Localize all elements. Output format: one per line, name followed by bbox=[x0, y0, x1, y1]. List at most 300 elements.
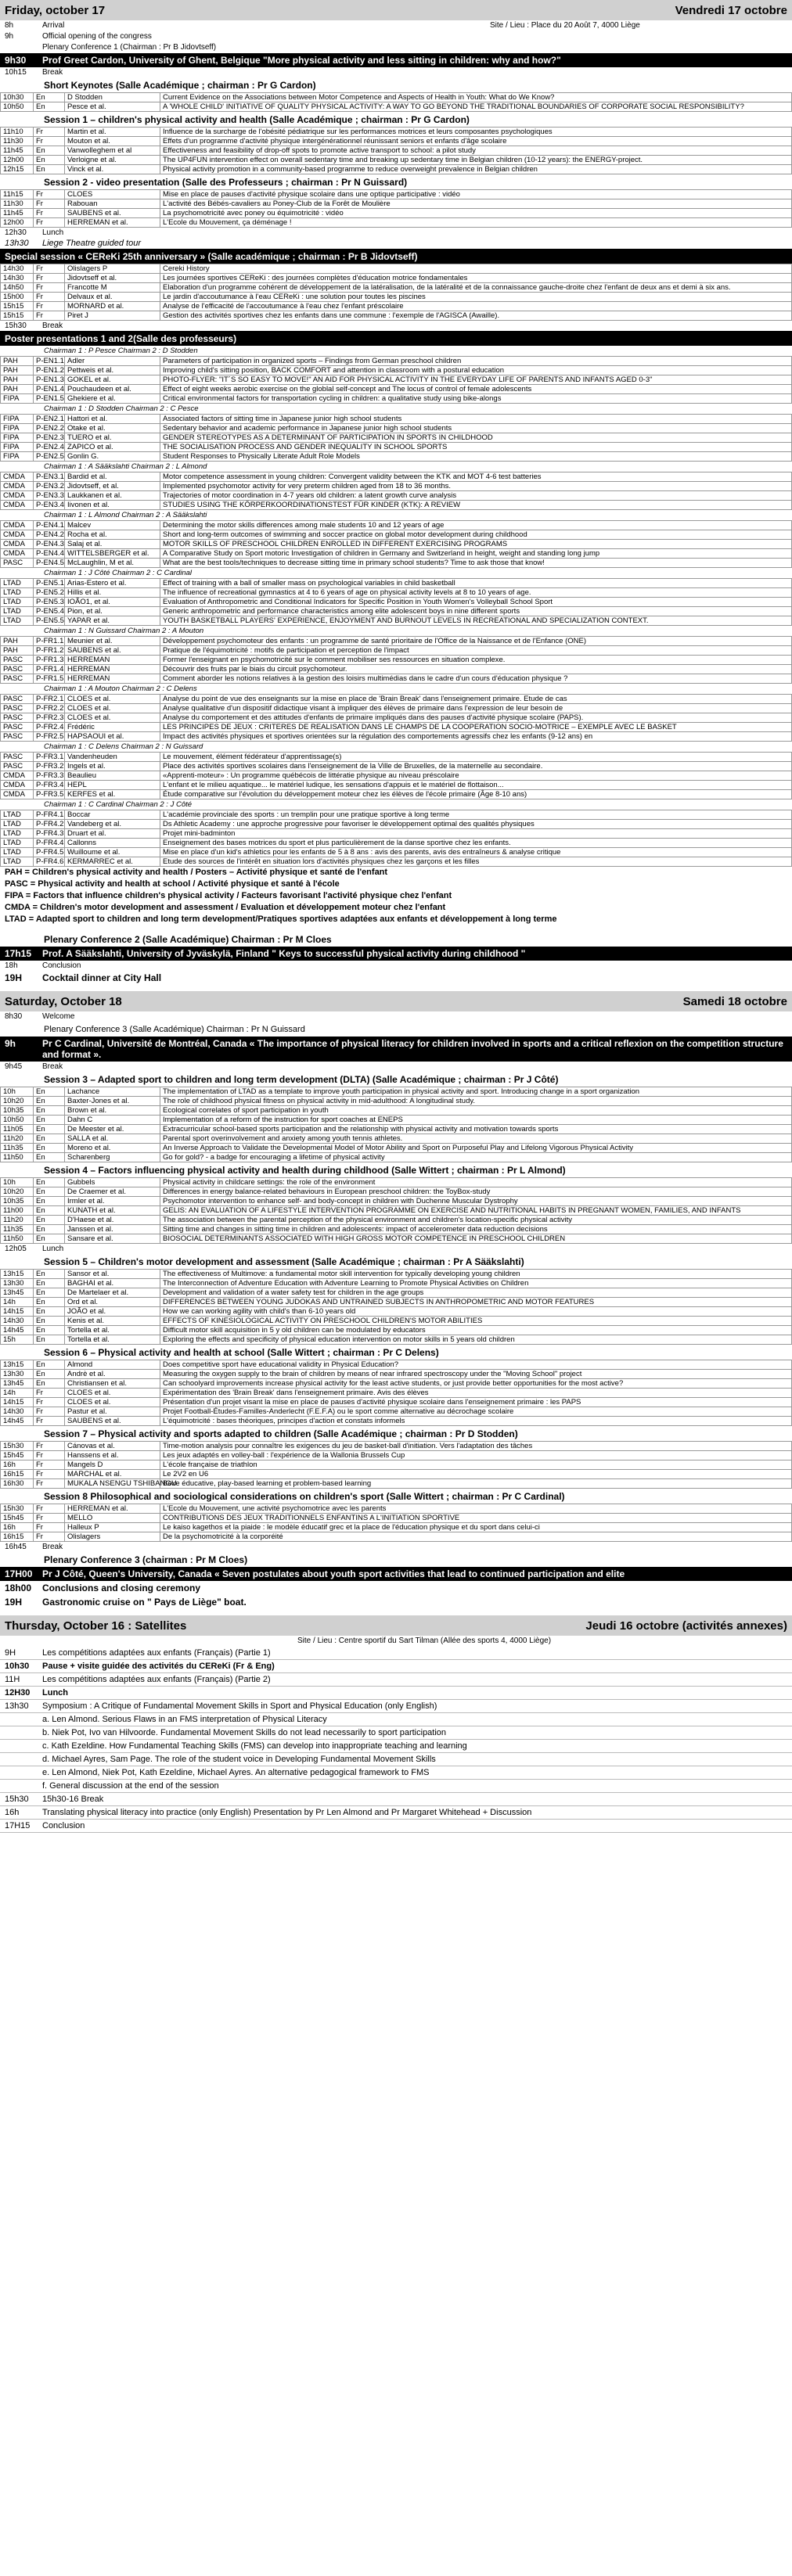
cell-title: Étude comparative sur l'évolution du développement moteur chez les élèves de l'école primaire (Âge 8-10 ans) bbox=[160, 790, 792, 799]
table-row bbox=[1, 452, 792, 462]
table-row bbox=[1, 559, 792, 568]
program-table bbox=[0, 752, 792, 799]
cell-title: Current Evidence on the Associations between Motor Competence and Aspects of Health in Youth: What do We Know? bbox=[160, 93, 792, 102]
day-header-friday bbox=[0, 0, 792, 20]
program-table bbox=[0, 92, 792, 112]
cell-title: «Apprenti-moteur» : Un programme québécois de littératie physique au niveau préscolaire bbox=[160, 771, 792, 781]
conclusion-label: Conclusion bbox=[42, 961, 81, 970]
cell-time: 15h00 bbox=[1, 293, 34, 302]
cell-title: Ecological correlates of sport participation in youth bbox=[160, 1106, 792, 1116]
session-title: Session 6 – Physical activity and health at school (Salle Wittert ; chairman : Pr C Delens) bbox=[44, 1347, 439, 1358]
table-row bbox=[1, 302, 792, 311]
cell-code: Fr bbox=[34, 1451, 65, 1460]
legend-line: FIPA = Factors that influence children's physical activity / Facteurs favorisant l'activité physique chez l'enfant bbox=[5, 891, 452, 900]
poster-chairs: Chairman 1 : D Stodden Chairman 2 : C Pesce bbox=[44, 404, 199, 413]
table-row bbox=[1, 723, 792, 732]
cell-title: Motor competence assessment in young children: Convergent validity between the KTK and MOT 4-6 test batteries bbox=[160, 472, 792, 482]
cell-author: Janssen et al. bbox=[65, 1225, 160, 1234]
time: 9h45 bbox=[5, 1062, 23, 1071]
table-row bbox=[1, 1206, 792, 1216]
cell-author: Frédéric bbox=[65, 723, 160, 732]
cell-time: 14h15 bbox=[1, 1398, 34, 1407]
cruise-row bbox=[0, 1595, 792, 1609]
cell-code: En bbox=[34, 1234, 65, 1244]
cell-code: P-FR1.4 bbox=[34, 665, 65, 674]
cell-time: 11h05 bbox=[1, 1125, 34, 1134]
cell-time: 13h45 bbox=[1, 1288, 34, 1298]
lunch-row bbox=[0, 1244, 792, 1254]
cell-code: Fr bbox=[34, 1417, 65, 1426]
cell-time: LTAD bbox=[1, 857, 34, 867]
table-row bbox=[1, 771, 792, 781]
conclusion-row bbox=[0, 961, 792, 971]
table-row bbox=[1, 311, 792, 321]
cell-time: CMDA bbox=[1, 521, 34, 530]
cell-title: De la psychomotricité à la corporéité bbox=[160, 1532, 792, 1542]
cell-time: 11h35 bbox=[1, 1225, 34, 1234]
cell-author: Moreno et al. bbox=[65, 1144, 160, 1153]
cell-title: Mise en place d'un kid's athletics pour les enfants de 5 à 8 ans : avis des parents, avis des entraîneurs & analyse critique bbox=[160, 848, 792, 857]
cell-title: A 'WHOLE CHILD' INITIATIVE OF QUALITY PHYSICAL ACTIVITY: A WAY TO GO BEYOND THE TRADITIONAL BOUNDARIES OF CORPORATE SOCIAL RESPONSIBILITY? bbox=[160, 102, 792, 112]
cell-code: En bbox=[34, 146, 65, 156]
cell-title: Comment aborder les notions relatives à la gestion des loisirs multimédias dans le cadre d'un cours d'éducation physique ? bbox=[160, 674, 792, 684]
cell-time: PAH bbox=[1, 385, 34, 394]
cell-code: En bbox=[34, 1335, 65, 1345]
cell-code: En bbox=[34, 1326, 65, 1335]
cell-time: PASC bbox=[1, 559, 34, 568]
poster-chairs: Chairman 1 : A Mouton Chairman 2 : C Delens bbox=[44, 684, 197, 693]
cell-author: Beaulieu bbox=[65, 771, 160, 781]
cell-author: Salaj et al. bbox=[65, 540, 160, 549]
cell-title: Boxe éducative, play-based learning et problem-based learning bbox=[160, 1479, 792, 1489]
session-title: Session 3 – Adapted sport to children and long term development (DLTA) (Salle Académique ; chairman : Pr J Côté) bbox=[44, 1074, 559, 1085]
site-text: Site / Lieu : Place du 20 Août 7, 4000 Liège bbox=[490, 21, 640, 30]
cell-author: Meunier et al. bbox=[65, 637, 160, 646]
thursday-items bbox=[0, 1647, 792, 1833]
item-text: Les compétitions adaptées aux enfants (Français) (Partie 2) bbox=[42, 1675, 271, 1684]
day-title-en: Thursday, October 16 : Satellites bbox=[5, 1619, 187, 1633]
cell-time: 15h45 bbox=[1, 1451, 34, 1460]
table-row bbox=[1, 433, 792, 443]
item-text: e. Len Almond, Niek Pot, Kath Ezeldine, Michael Ayres. An alternative pedagogical framework to FMS bbox=[42, 1768, 430, 1777]
day-title-fr: Vendredi 17 octobre bbox=[675, 3, 787, 17]
cell-code: Fr bbox=[34, 1460, 65, 1470]
item-text: Lunch bbox=[42, 1688, 68, 1698]
cell-author: Baxter-Jones et al. bbox=[65, 1097, 160, 1106]
cell-title: Analyse du comportement et des attitudes d'enfants de primaire impliqués dans des pauses d'activité physique scolaire (PAPS). bbox=[160, 713, 792, 723]
cell-author: SAUBENS et al. bbox=[65, 646, 160, 656]
table-row bbox=[1, 394, 792, 404]
cell-author: Wuilloume et al. bbox=[65, 848, 160, 857]
cell-title: Determining the motor skills differences among male students 10 and 12 years of age bbox=[160, 521, 792, 530]
table-row bbox=[1, 588, 792, 598]
cell-time: 10h30 bbox=[1, 93, 34, 102]
cell-title: Gestion des activités sportives chez les enfants dans une commune : l'exemple de l'AGISCA (Awaille). bbox=[160, 311, 792, 321]
cell-title: Evaluation of Anthropometric and Conditional Indicators for Specific Position in Youth Women's Volleyball School Sport bbox=[160, 598, 792, 607]
plenary-4-label: Plenary Conference 3 (chairman : Pr M Cloes) bbox=[44, 1554, 248, 1565]
session-title: Session 4 – Factors influencing physical activity and health during childhood (Salle Wittert ; chairman : Pr L Almond) bbox=[44, 1165, 566, 1176]
cell-title: Measuring the oxygen supply to the brain of children by means of near infrared spectroscopy under the "Moving School" project bbox=[160, 1370, 792, 1379]
cell-author: Christiansen et al. bbox=[65, 1379, 160, 1389]
cell-code: P-FR2.3 bbox=[34, 713, 65, 723]
cell-author: KERFES et al. bbox=[65, 790, 160, 799]
table-row bbox=[1, 695, 792, 704]
time: 19H bbox=[5, 972, 23, 983]
program-table bbox=[0, 189, 792, 228]
cell-author: Callonns bbox=[65, 839, 160, 848]
time: 9h bbox=[5, 32, 14, 41]
break-label: Break bbox=[42, 1543, 63, 1551]
program-table bbox=[0, 264, 792, 321]
cell-author: SAUBENS et al. bbox=[65, 209, 160, 218]
cell-author: Tortella et al. bbox=[65, 1326, 160, 1335]
table-row bbox=[1, 1097, 792, 1106]
cell-time: CMDA bbox=[1, 540, 34, 549]
cell-time: LTAD bbox=[1, 616, 34, 626]
cell-title: Generic anthropometric and performance characteristics among elite adolescent boys in nine different sports bbox=[160, 607, 792, 616]
table-row bbox=[1, 616, 792, 626]
cruise-label: Gastronomic cruise on " Pays de Liège" boat. bbox=[42, 1597, 247, 1608]
cell-title: Student Responses to Physically Literate Adult Role Models bbox=[160, 452, 792, 462]
cell-code: En bbox=[34, 1144, 65, 1153]
cell-author: SAUBENS et al. bbox=[65, 1417, 160, 1426]
table-row bbox=[1, 1087, 792, 1097]
break-row bbox=[0, 1542, 792, 1552]
time: 9h30 bbox=[5, 55, 27, 66]
cell-title: Effect of training with a ball of smaller mass on psychological variables in child basketball bbox=[160, 579, 792, 588]
cell-time: CMDA bbox=[1, 501, 34, 510]
cell-code: En bbox=[34, 1116, 65, 1125]
table-row bbox=[1, 424, 792, 433]
cell-title: Impact des activités physiques et sportives orientées sur la régulation des comportements agressifs chez les enfants (9-12 ans) en bbox=[160, 732, 792, 742]
poster-chairs: Chairman 1 : C Cardinal Chairman 2 : J Côté bbox=[44, 800, 193, 809]
cell-author: Rabouan bbox=[65, 199, 160, 209]
cell-time: 10h50 bbox=[1, 1116, 34, 1125]
cell-author: De Martelaer et al. bbox=[65, 1288, 160, 1298]
table-row bbox=[1, 781, 792, 790]
session-2-block bbox=[0, 174, 792, 228]
item-text: Translating physical literacy into practice (only English) Presentation by Pr Len Almond and Pr Margaret Whitehead + Discussion bbox=[42, 1808, 532, 1817]
cell-author: MELLO bbox=[65, 1514, 160, 1523]
site-text bbox=[490, 32, 787, 41]
cell-time: 11h00 bbox=[1, 1206, 34, 1216]
cell-time: CMDA bbox=[1, 771, 34, 781]
table-row bbox=[1, 848, 792, 857]
cell-time: LTAD bbox=[1, 579, 34, 588]
cell-time: CMDA bbox=[1, 482, 34, 491]
table-row bbox=[1, 540, 792, 549]
cell-title: PHOTO-FLYER: "IT´S SO EASY TO MOVE!" AN AID FOR PHYSICAL ACTIVITY IN THE EVERYDAY LIFE OF PARENTS AND INFANTS AGED 0-3" bbox=[160, 375, 792, 385]
cell-code: Fr bbox=[34, 1398, 65, 1407]
cell-time: 14h45 bbox=[1, 1417, 34, 1426]
cell-time: 10h35 bbox=[1, 1197, 34, 1206]
cell-code: P-FR1.3 bbox=[34, 656, 65, 665]
cell-title: Découvrir des fruits par le biais du circuit psychomoteur. bbox=[160, 665, 792, 674]
thursday-item bbox=[0, 1700, 792, 1713]
thursday-item bbox=[0, 1647, 792, 1660]
cell-title: Physical activity in childcare settings: the role of the environment bbox=[160, 1178, 792, 1187]
cell-time: LTAD bbox=[1, 588, 34, 598]
table-row bbox=[1, 218, 792, 228]
cell-author: Lachance bbox=[65, 1087, 160, 1097]
cell-title: A Comparative Study on Sport motoric Investigation of children in Germany and Switzerland in height, weight and standing long jump bbox=[160, 549, 792, 559]
time: 13h30 bbox=[5, 239, 29, 248]
poster-chairs: Chairman 1 : N Guissard Chairman 2 : A Mouton bbox=[44, 627, 204, 635]
table-row bbox=[1, 190, 792, 199]
plenary-3-label: Plenary Conference 3 (Salle Académique) Chairman : Pr N Guissard bbox=[44, 1025, 305, 1034]
cell-title: L'enfant et le milieu aquatique... le matériel ludique, les sensations d'appuis et le matériel de flottaison... bbox=[160, 781, 792, 790]
cell-time: 15h30 bbox=[1, 1442, 34, 1451]
cocktail-row bbox=[0, 971, 792, 985]
cell-title: LES PRINCIPES DE JEUX : CRITERES DE REALISATION DANS LE CHAMPS DE LA COOPERATION SOCIO-MOTRICE – EXEMPLE AVEC LE BASKET bbox=[160, 723, 792, 732]
session-6-block bbox=[0, 1345, 792, 1426]
time bbox=[5, 1767, 42, 1778]
short-keynotes-block bbox=[0, 77, 792, 112]
table-row bbox=[1, 1370, 792, 1379]
cell-code: En bbox=[34, 1307, 65, 1317]
cell-code: En bbox=[34, 1106, 65, 1116]
table-row bbox=[1, 1398, 792, 1407]
table-row bbox=[1, 165, 792, 174]
cell-title: L'académie provinciale des sports : un tremplin pour une pratique sportive à long terme bbox=[160, 810, 792, 820]
lunch-row bbox=[0, 228, 792, 238]
cell-code: Fr bbox=[34, 1479, 65, 1489]
cell-code: P-FR3.2 bbox=[34, 762, 65, 771]
item-text: Pause + visite guidée des activités du CEReKi (Fr & Eng) bbox=[42, 1662, 275, 1671]
cell-author: Vinck et al. bbox=[65, 165, 160, 174]
thursday-item bbox=[0, 1687, 792, 1700]
cell-title: Place des activités sportives scolaires dans l'enseignement de la Ville de Bruxelles, de la maternelle au secondaire. bbox=[160, 762, 792, 771]
day-header-thursday bbox=[0, 1615, 792, 1636]
cell-code: P-FR2.4 bbox=[34, 723, 65, 732]
time bbox=[5, 1754, 42, 1765]
cell-time: 12h15 bbox=[1, 165, 34, 174]
welcome-row bbox=[0, 1011, 792, 1022]
table-row bbox=[1, 530, 792, 540]
cell-title: Mise en place de pauses d'activité physique scolaire dans une optique participative : vidéo bbox=[160, 190, 792, 199]
break-row bbox=[0, 321, 792, 331]
table-row bbox=[1, 1451, 792, 1460]
cell-title: The association between the parental perception of the physical environment and children's location-specific physical activity bbox=[160, 1216, 792, 1225]
cell-author: CLOES bbox=[65, 190, 160, 199]
meta-text: Official opening of the congress bbox=[42, 32, 152, 41]
cell-title: The Interconnection of Adventure Education with Adventure Learning to Promote Physical Activities on Children bbox=[160, 1279, 792, 1288]
cell-time: 14h45 bbox=[1, 1326, 34, 1335]
cell-code: En bbox=[34, 1225, 65, 1234]
guided-tour-row bbox=[0, 238, 792, 249]
plenary-title: Prof Greet Cardon, University of Ghent, Belgique "More physical activity and less sitting in children: why and how?" bbox=[42, 55, 561, 66]
cell-time: PAH bbox=[1, 357, 34, 366]
cell-code: P-EN2.4 bbox=[34, 443, 65, 452]
cell-author: MUKALA NSENGU TSHIBANGU bbox=[65, 1479, 160, 1489]
cell-time: LTAD bbox=[1, 839, 34, 848]
friday-meta bbox=[0, 20, 792, 53]
cell-time: 10h bbox=[1, 1087, 34, 1097]
cell-author: Pettweis et al. bbox=[65, 366, 160, 375]
session-1-block bbox=[0, 112, 792, 174]
cell-author: Andrè et al. bbox=[65, 1370, 160, 1379]
cell-code: Fr bbox=[34, 1514, 65, 1523]
table-row bbox=[1, 820, 792, 829]
cell-title: Former l'enseignant en psychomotricité sur le comment mobiliser ses ressources en situation complexe. bbox=[160, 656, 792, 665]
cell-title: Can schoolyard improvements increase physical activity for the least active students, or just provide better opportunities for the most active? bbox=[160, 1379, 792, 1389]
cell-author: Vandenheuden bbox=[65, 753, 160, 762]
item-text: d. Michael Ayres, Sam Page. The role of the student voice in Developing Fundamental Movement Skills bbox=[42, 1755, 436, 1764]
cell-title: Physical activity promotion in a community-based programme to reduce overweight prevalence in Belgian children bbox=[160, 165, 792, 174]
time: 12h05 bbox=[5, 1245, 27, 1253]
cell-author: Jidovtseff et al. bbox=[65, 274, 160, 283]
cell-title: Enseignement des bases motrices du sport et plus particulièrement de la danse sportive chez les enfants. bbox=[160, 839, 792, 848]
table-row bbox=[1, 1197, 792, 1206]
table-row bbox=[1, 665, 792, 674]
session-title: Session 1 – children's physical activity and health (Salle Académique ; chairman : Pr G Cardon) bbox=[44, 114, 470, 125]
time: 10h30 bbox=[5, 1662, 30, 1671]
item-text: Symposium : A Critique of Fundamental Movement Skills in Sport and Physical Education (only English) bbox=[42, 1701, 437, 1711]
program-table bbox=[0, 1441, 792, 1489]
cell-author: Mouton et al. bbox=[65, 137, 160, 146]
cell-title: Pratique de l'équimotricité : motifs de participation et perception de l'impact bbox=[160, 646, 792, 656]
cell-time: PASC bbox=[1, 713, 34, 723]
table-row bbox=[1, 1335, 792, 1345]
cell-author: Iivonen et al. bbox=[65, 501, 160, 510]
guided-tour-label: Liege Theatre guided tour bbox=[42, 239, 141, 248]
table-row bbox=[1, 128, 792, 137]
program-table bbox=[0, 1087, 792, 1162]
cell-time: 11h10 bbox=[1, 128, 34, 137]
cell-title: Does competitive sport have educational validity in Physical Education? bbox=[160, 1360, 792, 1370]
program-table bbox=[0, 1269, 792, 1345]
cell-time: 13h15 bbox=[1, 1360, 34, 1370]
plenary-1 bbox=[0, 53, 792, 67]
table-row bbox=[1, 93, 792, 102]
cell-code: Fr bbox=[34, 1532, 65, 1542]
table-row bbox=[1, 1417, 792, 1426]
cell-title: Improving child's sitting position, BACK COMFORT and attention in classroom with a postural education bbox=[160, 366, 792, 375]
cell-author: CLOES et al. bbox=[65, 713, 160, 723]
cell-title: Implemented psychomotor activity for very preterm children aged from 18 to 36 months. bbox=[160, 482, 792, 491]
table-row bbox=[1, 366, 792, 375]
cell-author: Martin et al. bbox=[65, 128, 160, 137]
table-row bbox=[1, 1360, 792, 1370]
cell-code: P-EN4.4 bbox=[34, 549, 65, 559]
table-row bbox=[1, 713, 792, 723]
cell-author: KUNATH et al. bbox=[65, 1206, 160, 1216]
table-row bbox=[1, 790, 792, 799]
cell-time: PASC bbox=[1, 723, 34, 732]
cell-author: Olislagers P bbox=[65, 264, 160, 274]
meta-text: Plenary Conference 1 (Chairman : Pr B Jidovtseff) bbox=[42, 43, 217, 52]
time: 10h15 bbox=[5, 68, 27, 77]
cell-author: HAPSAOUI et al. bbox=[65, 732, 160, 742]
cell-author: HERREMAN bbox=[65, 656, 160, 665]
meta-row bbox=[0, 42, 792, 53]
table-row bbox=[1, 704, 792, 713]
cell-time: LTAD bbox=[1, 820, 34, 829]
cell-code: Fr bbox=[34, 1442, 65, 1451]
item-text: Les compétitions adaptées aux enfants (Français) (Partie 1) bbox=[42, 1648, 271, 1658]
table-row bbox=[1, 1407, 792, 1417]
table-row bbox=[1, 1298, 792, 1307]
cell-time: PASC bbox=[1, 656, 34, 665]
cell-time: 11h30 bbox=[1, 199, 34, 209]
cell-code: P-FR1.2 bbox=[34, 646, 65, 656]
posters-title: Poster presentations 1 and 2(Salle des professeurs) bbox=[0, 331, 792, 346]
cell-time: 13h30 bbox=[1, 1279, 34, 1288]
cell-time: 13h15 bbox=[1, 1270, 34, 1279]
table-row bbox=[1, 857, 792, 867]
cell-author: KERMARREC et al. bbox=[65, 857, 160, 867]
table-row bbox=[1, 579, 792, 588]
cell-code: Fr bbox=[34, 283, 65, 293]
thursday-item bbox=[0, 1753, 792, 1766]
cell-code: P-EN3.3 bbox=[34, 491, 65, 501]
cell-time: 11h45 bbox=[1, 209, 34, 218]
cell-title: Exploring the effects and specificity of physical education intervention on motor skills in 5 years old children bbox=[160, 1335, 792, 1345]
table-row bbox=[1, 102, 792, 112]
table-row bbox=[1, 1514, 792, 1523]
thursday-item bbox=[0, 1780, 792, 1793]
cell-time: 14h30 bbox=[1, 1317, 34, 1326]
table-row bbox=[1, 656, 792, 665]
table-row bbox=[1, 472, 792, 482]
cell-author: Pion, et al. bbox=[65, 607, 160, 616]
table-row bbox=[1, 209, 792, 218]
plenary-3 bbox=[0, 1037, 792, 1062]
table-row bbox=[1, 829, 792, 839]
cell-time: FIPA bbox=[1, 394, 34, 404]
cell-title: Trajectories of motor coordination in 4-7 years old children: a latent growth curve analysis bbox=[160, 491, 792, 501]
cell-code: En bbox=[34, 1187, 65, 1197]
cell-author: BAGHAI et al. bbox=[65, 1279, 160, 1288]
cell-author: Adler bbox=[65, 357, 160, 366]
cell-title: L'Ecole du Mouvement, ça déménage ! bbox=[160, 218, 792, 228]
cell-time: 13h30 bbox=[1, 1370, 34, 1379]
cell-code: En bbox=[34, 93, 65, 102]
cell-time: FIPA bbox=[1, 424, 34, 433]
posters-block bbox=[0, 331, 792, 867]
meta-row bbox=[0, 20, 792, 31]
session-title: Special session « CEReKi 25th anniversary » (Salle académique ; chairman : Pr B Jidovtseff) bbox=[0, 249, 792, 264]
special-session-block bbox=[0, 249, 792, 321]
cell-title: THE SOCIALISATION PROCESS AND GENDER INEQUALITY IN SCHOOL SPORTS bbox=[160, 443, 792, 452]
cell-code: Fr bbox=[34, 293, 65, 302]
legend-line: CMDA = Children's motor development and assessment / Evaluation et développement moteur chez l'enfant bbox=[5, 903, 446, 912]
cell-code: P-EN4.5 bbox=[34, 559, 65, 568]
cell-title: L'école française de triathlon bbox=[160, 1460, 792, 1470]
cell-time: 11h35 bbox=[1, 1144, 34, 1153]
cell-code: En bbox=[34, 1360, 65, 1370]
closing-row bbox=[0, 1581, 792, 1595]
cell-author: MORNARD et al. bbox=[65, 302, 160, 311]
cell-code: P-EN1.4 bbox=[34, 385, 65, 394]
program-table bbox=[0, 578, 792, 626]
cell-code: Fr bbox=[34, 190, 65, 199]
cell-title: GENDER STEREOTYPES AS A DETERMINANT OF PARTICIPATION IN SPORTS IN CHILDHOOD bbox=[160, 433, 792, 443]
program-table bbox=[0, 127, 792, 174]
cell-author: Malcev bbox=[65, 521, 160, 530]
cell-code: P-EN3.4 bbox=[34, 501, 65, 510]
day-title-en: Saturday, October 18 bbox=[5, 994, 122, 1008]
cell-author: Pouchaudeen et al. bbox=[65, 385, 160, 394]
cell-code: P-EN1.1 bbox=[34, 357, 65, 366]
cell-title: Elaboration d'un programme cohérent de développement de la latéralisation, de la latéralité et de la connaissance gauche-droite chez l'enfant de deux ans et demi à six ans. bbox=[160, 283, 792, 293]
cell-author: Tortella et al. bbox=[65, 1335, 160, 1345]
table-row bbox=[1, 1288, 792, 1298]
time: 15h30 bbox=[5, 322, 27, 330]
cell-author: Hanssens et al. bbox=[65, 1451, 160, 1460]
table-row bbox=[1, 1460, 792, 1470]
cell-author: Verloigne et al. bbox=[65, 156, 160, 165]
